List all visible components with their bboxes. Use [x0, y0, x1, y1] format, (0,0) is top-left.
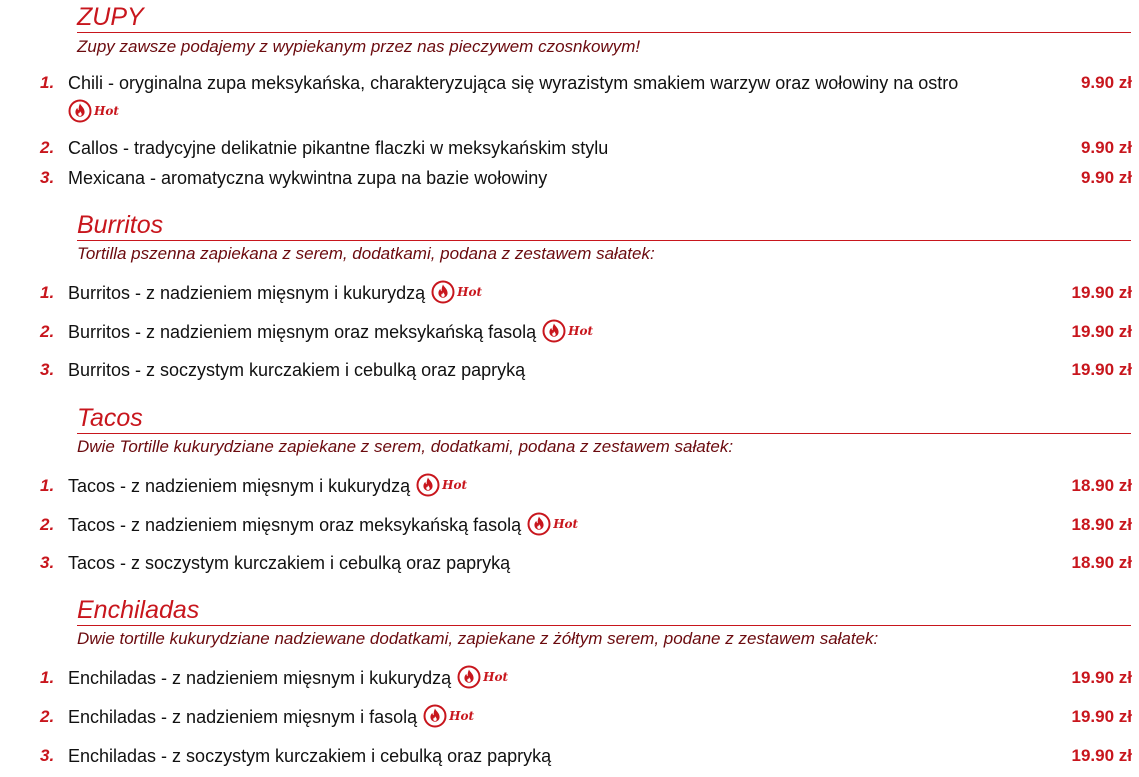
item-number: 3.: [40, 746, 55, 765]
hot-label: Hot: [483, 670, 509, 685]
item-price: 19.90 zł: [1071, 283, 1132, 302]
section-description: Dwie tortille kukurydziane nadziewane dodatkami, zapiekane z żółtym serem, podane z zestawem sałatek:: [77, 629, 879, 648]
flame-icon: [416, 473, 440, 497]
item-number: 2.: [40, 707, 55, 726]
item-name-text: Tacos - z nadzieniem mięsnym oraz meksykańską fasolą: [68, 515, 522, 535]
item-number: 3.: [40, 168, 55, 187]
item-number: 1.: [40, 668, 55, 687]
item-name-text: Burritos - z nadzieniem mięsnym i kukurydzą: [68, 283, 426, 303]
item-name: Callos - tradycyjne delikatnie pikantne flaczki w meksykańskim stylu: [68, 138, 609, 158]
hot-badge: [457, 665, 508, 689]
item-number: 3.: [40, 553, 55, 572]
item-name-text: Enchiladas - z nadzieniem mięsnym i fasolą: [68, 707, 418, 727]
item-name-text: Burritos - z nadzieniem mięsnym oraz meksykańską fasolą: [68, 322, 537, 342]
section-description: Dwie Tortille kukurydziane zapiekane z serem, dodatkami, podana z zestawem sałatek:: [77, 437, 734, 456]
item-name: [68, 282, 482, 306]
hot-label: Hot: [553, 517, 579, 532]
flame-icon: [457, 665, 481, 689]
item-number: 1.: [40, 476, 55, 495]
hot-badge: [68, 99, 119, 123]
hot-badge: [542, 319, 593, 343]
item-number: 1.: [40, 283, 55, 302]
section-divider: [77, 240, 1131, 241]
item-name: [68, 475, 467, 499]
flame-icon: [527, 512, 551, 536]
flame-icon: [423, 704, 447, 728]
item-name: Chili - oryginalna zupa meksykańska, charakteryzująca się wyrazistym smakiem warzyw oraz wołowiny na ostro: [68, 73, 959, 93]
item-number: 1.: [40, 73, 55, 92]
hot-badge: [431, 280, 482, 304]
item-name-text: Enchiladas - z nadzieniem mięsnym i kukurydzą: [68, 668, 452, 688]
item-number: 2.: [40, 322, 55, 341]
hot-label: Hot: [568, 324, 594, 339]
section-title: Enchiladas: [77, 596, 200, 624]
section-description: Tortilla pszenna zapiekana z serem, dodatkami, podana z zestawem sałatek:: [77, 244, 655, 263]
item-name-text: Tacos - z nadzieniem mięsnym i kukurydzą: [68, 476, 411, 496]
item-name: Tacos - z soczystym kurczakiem i cebulką oraz papryką: [68, 553, 511, 573]
section-divider: [77, 625, 1131, 626]
flame-icon: [68, 99, 92, 123]
hot-badge: [416, 473, 467, 497]
item-name: Burritos - z soczystym kurczakiem i cebulką oraz papryką: [68, 360, 526, 380]
item-number: 3.: [40, 360, 55, 379]
hot-badge: [527, 512, 578, 536]
item-name: [68, 514, 578, 538]
hot-label: Hot: [449, 709, 475, 724]
item-number: 2.: [40, 138, 55, 157]
item-price: 19.90 zł: [1071, 707, 1132, 726]
item-price: 19.90 zł: [1071, 668, 1132, 687]
item-price: 19.90 zł: [1071, 746, 1132, 765]
item-name: Enchiladas - z soczystym kurczakiem i cebulką oraz papryką: [68, 746, 552, 766]
flame-icon: [542, 319, 566, 343]
hot-badge: [423, 704, 474, 728]
item-number: 2.: [40, 515, 55, 534]
item-price: 9.90 zł: [1080, 168, 1132, 187]
item-price: 18.90 zł: [1071, 476, 1132, 495]
item-price: 18.90 zł: [1071, 553, 1132, 572]
section-divider: [77, 433, 1131, 434]
item-name: [68, 706, 474, 730]
item-name: [68, 667, 508, 691]
section-title: ZUPY: [77, 3, 144, 31]
section-title: Burritos: [77, 211, 164, 239]
item-price: 19.90 zł: [1071, 360, 1132, 379]
section-divider: [77, 32, 1131, 33]
hot-label: Hot: [94, 104, 119, 118]
flame-icon: [431, 280, 455, 304]
section-description: Zupy zawsze podajemy z wypiekanym przez nas pieczywem czosnkowym!: [77, 37, 641, 56]
hot-label: Hot: [457, 285, 483, 300]
item-name: Mexicana - aromatyczna wykwintna zupa na bazie wołowiny: [68, 168, 548, 188]
item-price: 19.90 zł: [1071, 322, 1132, 341]
item-price: 18.90 zł: [1071, 515, 1132, 534]
section-title: Tacos: [77, 404, 143, 432]
item-price: 9.90 zł: [1080, 73, 1132, 92]
hot-label: Hot: [442, 478, 468, 493]
item-price: 9.90 zł: [1080, 138, 1132, 157]
item-name: [68, 321, 593, 345]
